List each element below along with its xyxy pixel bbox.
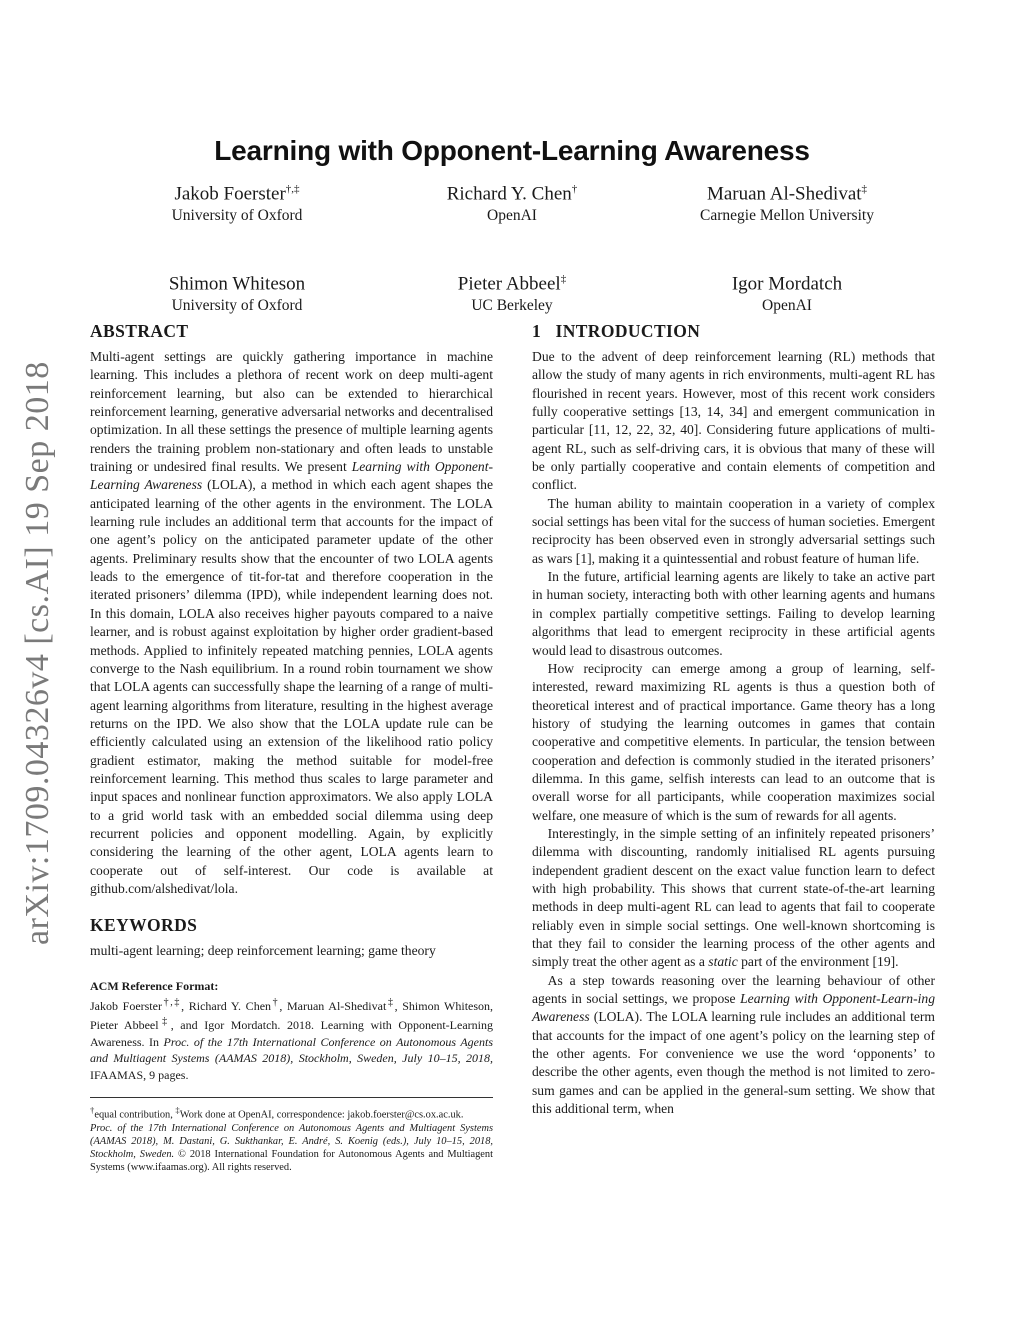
author-affiliation: Carnegie Mellon University xyxy=(700,207,874,225)
intro-paragraph: In the future, artificial learning agents are likely to take an active part in human society, interacting both with other learning agents and humans in complex partially competitive settings. Failing to develop learning algorithms that lead to emergent reciprocity in these artificial agents would lead to disastrous outcomes. xyxy=(532,569,935,658)
author-block xyxy=(382,267,642,316)
author-block xyxy=(382,177,642,226)
keywords-heading: KEYWORDS xyxy=(90,915,198,936)
author-name: Pieter Abbeel‡ xyxy=(457,273,567,295)
author-affiliation: OpenAI xyxy=(762,297,812,315)
author-block xyxy=(107,177,367,226)
left-column xyxy=(90,318,493,1095)
author-block xyxy=(107,267,367,316)
author-name: Maruan Al-Shedivat‡ xyxy=(706,183,868,205)
keywords-text: multi-agent learning; deep reinforcement learning; game theory xyxy=(90,943,436,959)
author-name: Jakob Foerster†,‡ xyxy=(174,183,300,205)
intro-paragraph: Interestingly, in the simple setting of an infinitely repeated prisoners’ dilemma with discounting, randomly initialised RL agents pursuing independent gradient descent on the exact value function learn to defect with high probability. This shows that current state-of-the-art learning methods in deep multi-agent RL can lead to agents that fail to cooperate reliably even in simple social settings. One well-known shortcoming is that they fail to consider the learning process of the other agents and simply treat the other agent as a static part of the environment [19]. xyxy=(532,825,935,970)
author-footnote-mark: †,‡ xyxy=(285,183,300,195)
abstract-text: Multi-agent settings are quickly gathering importance in machine learning. This includes a plethora of recent work on deep multi-agent reinforcement learning, but also can be extended to hierarchical reinforcement learning, generative adversarial networks and decentralised optimization. In all these settings the presence of multiple learning agents renders the training problem non-stationary and often leads to unstable training or undesired final results. We present Learning with Opponent-Learning Awareness (LOLA), a method in which each agent shapes the anticipated learning of the other agents in the environment. The LOLA learning rule includes an additional term that accounts for the impact of one agent’s policy on the anticipated parameter update of the other agents. Preliminary results show that the encounter of two LOLA agents leads to the emergence of tit-for-tat and therefore cooperation in the iterated prisoners’ dilemma (IPD), while independent learning does not. In this domain, LOLA also receives higher payouts compared to a naive learner, and is robust against exploitation by higher order gradient-based methods. Applied to infinitely repeated matching pennies, LOLA agents converge to the Nash equilibrium. In a round robin tournament we show that LOLA agents can successfully shape the learning of a range of multi-agent learning algorithms from literature, resulting in the highest average returns on the IPD. We also show that the LOLA update rule can be efficiently calculated using an extension of the likelihood ratio policy gradient estimator, making the method suitable for model-free reinforcement learning. This method thus scales to large parameter and input spaces and nonlinear function approximators. We also apply LOLA to a grid world task with an embedded social dilemma using deep recurrent policies and opponent modelling. Again, by explicitly considering the learning of the other agent, LOLA agents learn to cooperate out of self-interest. Our code is available at github.com/alshedivat/lola. xyxy=(90,349,494,896)
abstract-emphasis: Learning with Opponent-Learning Awareness xyxy=(90,459,494,493)
author-footnote-mark: † xyxy=(571,183,578,195)
footnotes xyxy=(90,1104,493,1174)
intro-paragraph: Due to the advent of deep reinforcement learning (RL) methods that allow the study of many agents in rich environments, multi-agent RL has flourished in recent years. However, most of this recent work considers fully cooperative settings [13, 14, 34] and emergent communication in particular [11, 12, 22, 32, 40]. Considering future applications of multi-agent RL, such as self-driving cars, it is obvious that many of these will be only partially cooperative and contain elements of competition and conflict. xyxy=(532,349,935,493)
paper-title: Learning with Opponent-Learning Awareness xyxy=(214,135,810,166)
introduction-heading: 1 INTRODUCTION xyxy=(532,321,701,341)
author-block xyxy=(657,177,917,226)
acm-reference-text: Jakob Foerster†,‡, Richard Y. Chen†, Maruan Al-Shedivat‡, Shimon Whiteson, Pieter Abbeel‡, and Igor Mordatch. 2018. Learning with Opponent-Learning Awareness. In Proc. of the 17th International Conference on Autonomous Agents and Multiagent Systems (AAMAS 2018), Stockholm, Sweden, July 10–15, 2018, IFAAMAS, 9 pages. xyxy=(90,996,494,1082)
footnote-proceedings: Proc. of the 17th International Conference on Autonomous Agents and Multiagent Systems (AAMAS 2018), M. Dastani, G. Sukthankar, E. André, S. Koenig (eds.), July 10–15, 2018, Stockholm, Sweden. © 2018 International Foundation for Autonomous Agents and Multiagent Systems (www.ifaamas.org). All rights reserved. xyxy=(90,1122,493,1174)
arxiv-identifier-stamp: arXiv:1709.04326v4 [cs.AI] 19 Sep 2018 xyxy=(19,361,56,945)
intro-paragraph: The human ability to maintain cooperation in a variety of complex social settings has been vital for the success of human societies. Emergent reciprocity has been observed even in strongly adversarial settings such as wars [1], making it a quintessential and robust feature of human life. xyxy=(532,495,935,566)
author-name: Richard Y. Chen† xyxy=(446,183,578,205)
acm-reference-label: ACM Reference Format: xyxy=(90,978,219,993)
author-affiliation: UC Berkeley xyxy=(471,297,553,315)
author-footnote-mark: ‡ xyxy=(560,273,567,285)
footnote-divider xyxy=(90,1097,493,1098)
author-name: Igor Mordatch xyxy=(731,273,843,295)
intro-paragraph: As a step towards reasoning over the learning behaviour of other agents in social settings, we propose Learning with Opponent-Learn-ing Awareness (LOLA). The LOLA learning rule includes an additional term that accounts for the impact of one agent’s policy on the learning step of the other agents. For convenience we use the word ‘opponents’ to describe the other agents, even though the method is not limited to zero-sum games and can be applied in the general-sum setting. We show that this additional term, when xyxy=(532,972,935,1117)
introduction-body xyxy=(532,348,935,1118)
abstract-heading: ABSTRACT xyxy=(90,321,189,341)
author-affiliation: University of Oxford xyxy=(171,207,303,225)
right-column xyxy=(532,318,935,1118)
section-number: 1 xyxy=(532,321,542,341)
author-affiliation: University of Oxford xyxy=(171,297,303,315)
author-footnote-mark: ‡ xyxy=(861,183,868,195)
author-name: Shimon Whiteson xyxy=(168,273,306,295)
author-affiliation: OpenAI xyxy=(487,207,537,225)
intro-paragraph: How reciprocity can emerge among a group of learning, self-interested, reward maximizing RL agents is thus a question both of theoretical interest and of practical importance. Game theory has a long history of studying the learning outcomes in games that contain cooperative and competitive elements. In particular, the tension between cooperation and defection is commonly studied in the iterated prisoners’ dilemma. In this game, selfish interests can lead to an outcome that is overall worse for all participants, while cooperation maximizes social welfare, one measure of which is the sum of rewards for all agents. xyxy=(532,660,935,823)
footnote-contribution: †equal contribution, ‡Work done at OpenAI, correspondence: jakob.foerster@cs.ox.ac.uk. xyxy=(90,1105,464,1121)
author-block xyxy=(657,267,917,316)
